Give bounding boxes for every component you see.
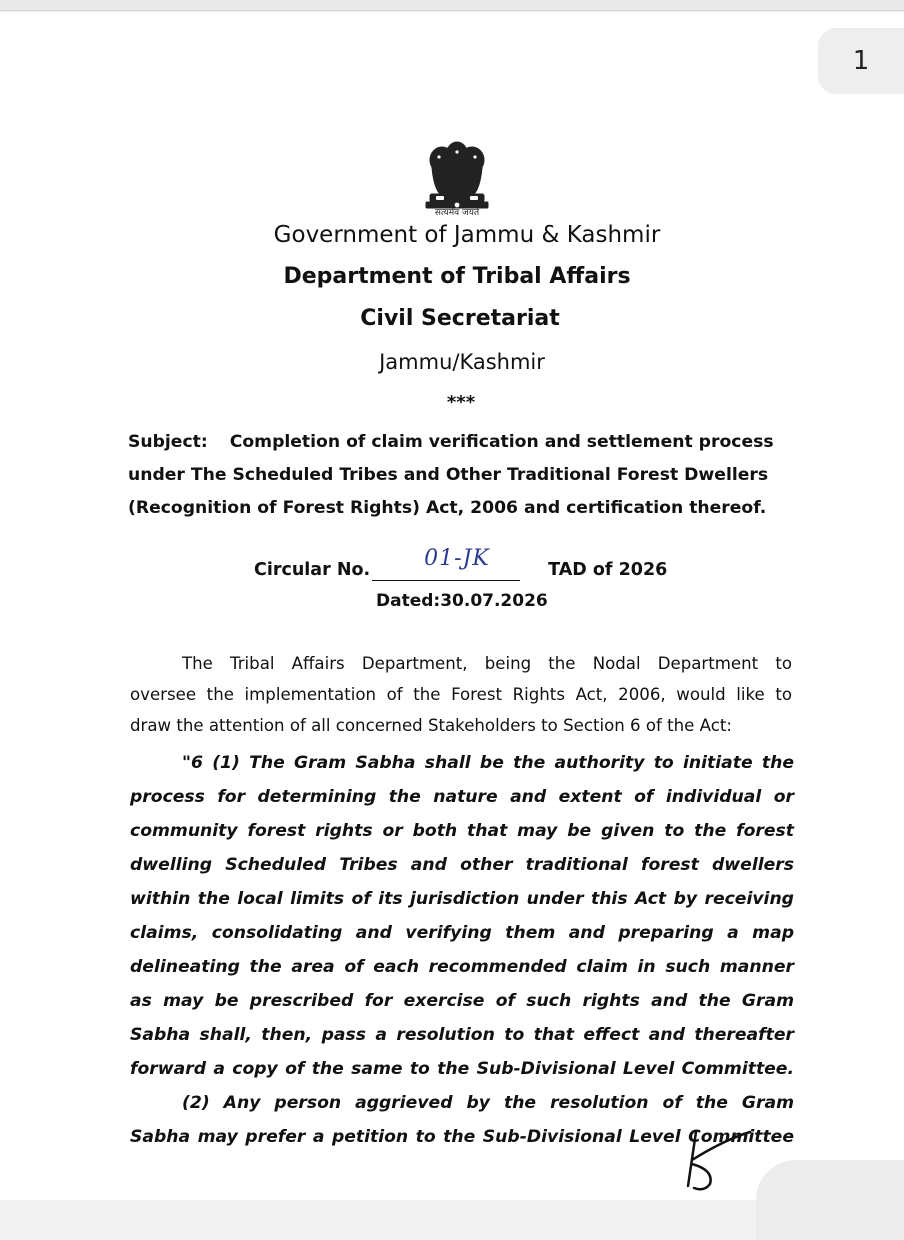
quote-line: within the local limits of its jurisdiction under this Act by receiving bbox=[130, 889, 794, 909]
quote-line: as may be prescribed for exercise of such rights and the Gram bbox=[130, 991, 794, 1011]
subject-line-3: (Recognition of Forest Rights) Act, 2006 and certification thereof. bbox=[128, 498, 767, 518]
circular-number-handwritten: 01-JK bbox=[424, 546, 490, 571]
paragraph-line: The Tribal Affairs Department, being the Nodal Department to bbox=[182, 654, 792, 673]
signature-mark-icon bbox=[674, 1126, 770, 1196]
quote-line: Sabha shall, then, pass a resolution to that effect and thereafter bbox=[130, 1025, 794, 1045]
quote-line: "6 (1) The Gram Sabha shall be the authority to initiate the bbox=[182, 753, 794, 773]
circular-prefix: Circular No. bbox=[254, 560, 371, 580]
quote-line: dwelling Scheduled Tribes and other traditional forest dwellers bbox=[130, 855, 794, 875]
quote-line: forward a copy of the same to the Sub-Divisional Level Committee. bbox=[130, 1059, 794, 1079]
location-title: Jammu/Kashmir bbox=[379, 350, 545, 374]
government-title: Government of Jammu & Kashmir bbox=[273, 222, 661, 248]
circular-date: Dated:30.07.2026 bbox=[376, 591, 548, 611]
circular-suffix: TAD of 2026 bbox=[548, 560, 668, 580]
quote-line: process for determining the nature and extent of individual or bbox=[130, 787, 794, 807]
section-6-quote bbox=[130, 746, 794, 1154]
emblem-motto: सत्यमेव जयते bbox=[434, 208, 480, 218]
separator-stars: *** bbox=[446, 392, 476, 413]
intro-paragraph bbox=[130, 648, 792, 741]
subject-block bbox=[128, 426, 808, 525]
quote-line: community forest rights or both that may be given to the forest bbox=[130, 821, 794, 841]
subject-label: Subject: bbox=[128, 432, 208, 452]
viewer-corner-overlay bbox=[756, 1160, 904, 1240]
quote-line: Sabha may prefer a petition to the Sub-Divisional Level Committee bbox=[130, 1127, 794, 1147]
viewer-top-strip bbox=[0, 0, 904, 11]
secretariat-title: Civil Secretariat bbox=[360, 306, 560, 331]
paragraph-line: draw the attention of all concerned Stakeholders to Section 6 of the Act: bbox=[130, 716, 732, 735]
subject-line-2: under The Scheduled Tribes and Other Traditional Forest Dwellers bbox=[128, 465, 769, 485]
paragraph-line: oversee the implementation of the Forest Rights Act, 2006, would like to bbox=[130, 685, 792, 704]
quote-line: (2) Any person aggrieved by the resolution of the Gram bbox=[182, 1093, 794, 1113]
circular-number-blank bbox=[372, 546, 520, 581]
page-number-badge bbox=[818, 28, 904, 94]
quote-line: claims, consolidating and verifying them and preparing a map bbox=[130, 923, 794, 943]
quote-line: delineating the area of each recommended claim in such manner bbox=[130, 957, 794, 977]
circular-number-line bbox=[254, 546, 714, 586]
page-number: 1 bbox=[852, 46, 870, 76]
department-title: Department of Tribal Affairs bbox=[283, 264, 631, 289]
subject-line-1: Completion of claim verification and settlement process bbox=[229, 432, 774, 452]
